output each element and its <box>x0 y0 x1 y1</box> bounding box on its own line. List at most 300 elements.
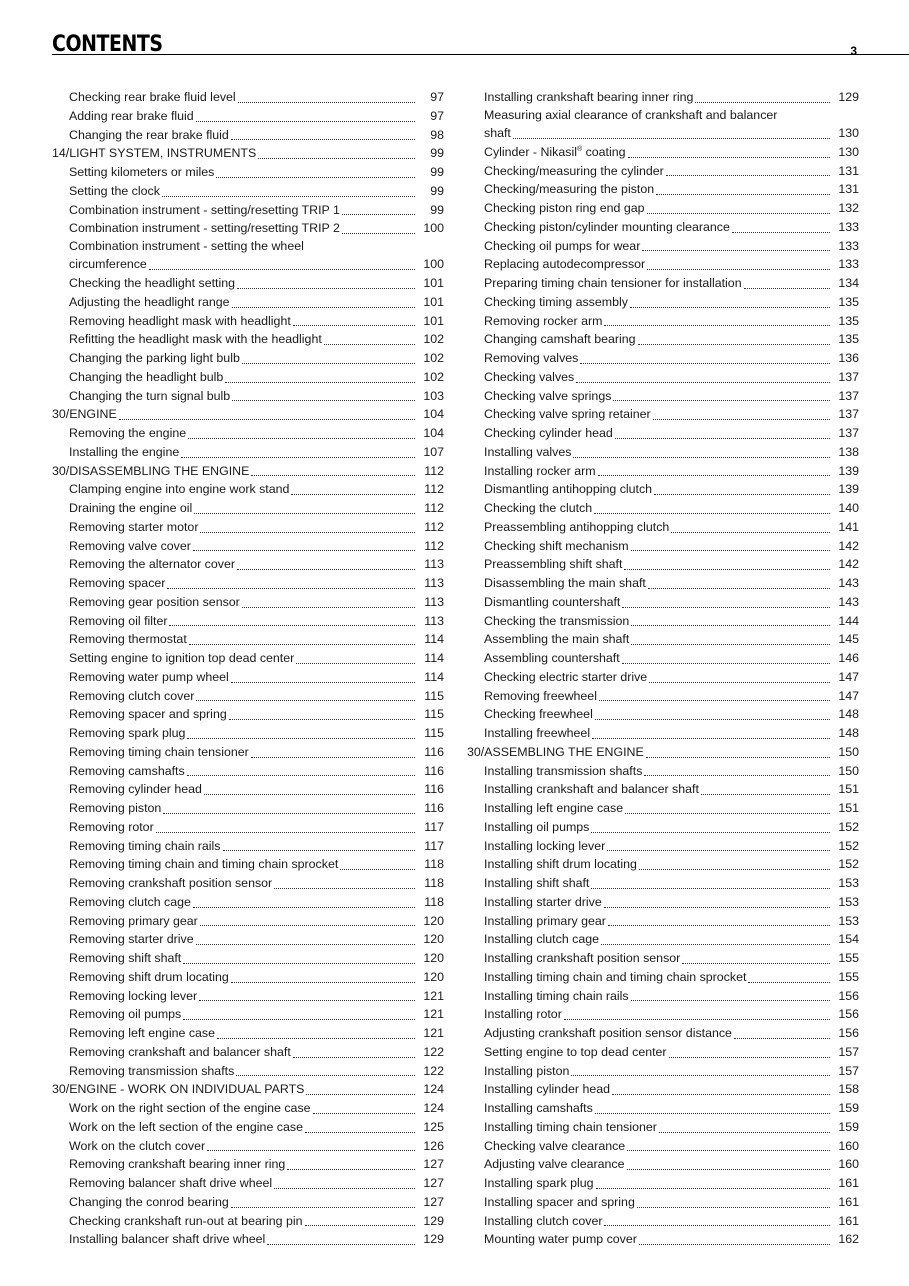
toc-entry-title <box>484 762 642 781</box>
toc-page-number: 112 <box>424 538 444 553</box>
toc-title-text: Checking valves <box>484 369 575 384</box>
toc-entry[interactable] <box>52 480 444 499</box>
toc-entry[interactable] <box>52 88 444 107</box>
dot-leader <box>580 363 830 364</box>
toc-entry[interactable] <box>467 668 859 687</box>
toc-entry-title <box>69 480 289 499</box>
toc-title-text: Removing water pump wheel <box>69 669 229 684</box>
dot-leader <box>656 194 830 195</box>
toc-entry[interactable] <box>52 163 444 182</box>
toc-page-number: 147 <box>838 669 859 684</box>
toc-title-text: Setting kilometers or miles <box>69 165 215 179</box>
toc-page-number: 132 <box>838 201 859 216</box>
toc-entry[interactable] <box>52 649 444 668</box>
toc-entry-title <box>484 1137 625 1156</box>
toc-page-number: 112 <box>424 482 444 497</box>
toc-column-left <box>52 88 444 1249</box>
toc-section-heading[interactable] <box>467 743 859 762</box>
toc-entry-title <box>69 743 249 762</box>
toc-page-number: 97 <box>430 108 444 123</box>
toc-entry-title <box>69 874 272 893</box>
toc-page-number: 157 <box>838 1044 859 1059</box>
dot-leader <box>237 288 415 289</box>
page-title: CONTENTS <box>52 32 163 57</box>
dot-leader <box>293 1057 415 1058</box>
toc-entry[interactable] <box>467 199 859 218</box>
toc-entry[interactable] <box>52 330 444 349</box>
toc-entry[interactable] <box>52 912 444 931</box>
dot-leader <box>591 832 830 833</box>
toc-entry[interactable] <box>467 518 859 537</box>
toc-title-text: Removing spacer and spring <box>69 707 227 722</box>
toc-entry[interactable] <box>467 1137 859 1156</box>
toc-section-heading[interactable] <box>52 1080 444 1099</box>
toc-entry[interactable] <box>52 612 444 631</box>
toc-page-number: 114 <box>424 669 444 684</box>
toc-entry-title <box>484 88 693 107</box>
dot-leader <box>625 813 830 814</box>
toc-page-number: 113 <box>424 594 444 609</box>
toc-entry[interactable] <box>52 1043 444 1062</box>
dot-leader <box>200 925 415 926</box>
toc-entry-title <box>484 499 592 518</box>
toc-page-number: 104 <box>423 407 444 422</box>
toc-entry[interactable] <box>52 762 444 781</box>
toc-title-text: Removing piston <box>69 801 162 816</box>
toc-entry[interactable] <box>52 537 444 556</box>
toc-page-number: 155 <box>838 969 859 984</box>
toc-entry[interactable] <box>52 1099 444 1118</box>
toc-entry[interactable] <box>52 219 444 238</box>
toc-title-text: Installing clutch cage <box>484 932 600 947</box>
toc-page-number: 125 <box>423 1119 444 1134</box>
toc-section-heading[interactable] <box>52 462 444 481</box>
toc-entry-title <box>69 1230 265 1249</box>
toc-title-text: Removing locking lever <box>69 988 198 1003</box>
dot-leader <box>274 888 415 889</box>
toc-title-text: Checking freewheel <box>484 707 593 722</box>
dot-leader <box>666 175 830 176</box>
toc-entry[interactable] <box>467 499 859 518</box>
toc-entry-title <box>484 705 593 724</box>
toc-entry[interactable] <box>467 255 859 274</box>
toc-entry[interactable] <box>467 1118 859 1137</box>
toc-section-heading[interactable] <box>52 405 444 424</box>
toc-page-number: 159 <box>838 1101 859 1116</box>
toc-page-number: 103 <box>423 388 444 403</box>
toc-title-text: Removing camshafts <box>69 763 185 778</box>
toc-page-number: 156 <box>838 1007 859 1022</box>
toc-page-number: 141 <box>838 519 859 534</box>
toc-entry[interactable] <box>467 593 859 612</box>
toc-entry[interactable] <box>467 687 859 706</box>
toc-entry[interactable] <box>52 182 444 201</box>
dot-leader <box>573 457 830 458</box>
toc-entry[interactable] <box>52 387 444 406</box>
toc-entry[interactable] <box>52 1118 444 1137</box>
toc-entry[interactable] <box>467 818 859 837</box>
toc-title-text: Checking/measuring the piston <box>484 182 655 197</box>
dot-leader <box>237 569 415 570</box>
toc-entry[interactable] <box>467 874 859 893</box>
toc-title-text: Work on the clutch cover <box>69 1138 206 1153</box>
dot-leader <box>169 625 415 626</box>
toc-entry[interactable] <box>52 837 444 856</box>
dot-leader <box>267 1244 415 1245</box>
toc-title-text: Installing freewheel <box>484 726 591 741</box>
toc-entry-title-continued: shaft <box>484 126 511 141</box>
toc-entry[interactable] <box>467 612 859 631</box>
toc-title-text: Adjusting valve clearance <box>484 1157 625 1172</box>
toc-entry-title <box>484 855 637 874</box>
toc-entry[interactable] <box>467 574 859 593</box>
toc-entry[interactable] <box>467 312 859 331</box>
toc-page-number: 161 <box>838 1176 859 1191</box>
toc-page-number: 145 <box>838 632 859 647</box>
toc-entry[interactable] <box>467 1174 859 1193</box>
toc-title-text: Removing rocker arm <box>484 313 603 328</box>
toc-title-text: 30/ENGINE <box>52 407 117 422</box>
toc-entry[interactable] <box>467 1155 859 1174</box>
toc-entry[interactable] <box>52 818 444 837</box>
toc-entry[interactable] <box>52 968 444 987</box>
toc-page-number: 102 <box>423 369 444 384</box>
toc-entry[interactable] <box>467 1212 859 1231</box>
dot-leader <box>223 850 415 851</box>
toc-entry[interactable] <box>467 1005 859 1024</box>
toc-entry[interactable] <box>467 349 859 368</box>
toc-entry[interactable] <box>52 499 444 518</box>
toc-entry-title <box>69 780 202 799</box>
toc-entry[interactable] <box>52 293 444 312</box>
toc-entry[interactable] <box>467 705 859 724</box>
toc-page-number: 139 <box>838 463 859 478</box>
toc-entry-title <box>69 574 165 593</box>
toc-entry[interactable] <box>467 1230 859 1249</box>
toc-entry[interactable] <box>467 1099 859 1118</box>
toc-entry-title <box>52 1080 304 1099</box>
toc-entry-title <box>69 1043 291 1062</box>
toc-entry-title <box>69 88 236 107</box>
toc-entry[interactable] <box>52 555 444 574</box>
toc-entry[interactable] <box>467 912 859 931</box>
toc-title-text: Checking the headlight setting <box>69 276 236 291</box>
toc-page-number: 133 <box>838 238 859 253</box>
toc-page-number: 152 <box>838 819 859 834</box>
toc-title-text: Installing timing chain and timing chain sprocket <box>484 969 747 984</box>
toc-entry[interactable] <box>52 1212 444 1231</box>
header-divider <box>52 54 909 55</box>
toc-page-number: 120 <box>423 932 444 947</box>
toc-entry[interactable] <box>467 930 859 949</box>
toc-title-text: Refitting the headlight mask with the headlight <box>69 332 322 347</box>
toc-entry-title <box>484 405 651 424</box>
toc-entry[interactable] <box>467 968 859 987</box>
dot-leader <box>196 121 415 122</box>
toc-title-text: Preparing timing chain tensioner for installation <box>484 276 742 291</box>
toc-entry[interactable] <box>467 780 859 799</box>
dot-leader <box>306 1094 415 1095</box>
toc-title-text: Removing timing chain rails <box>69 838 221 853</box>
toc-page-number: 101 <box>423 313 444 328</box>
toc-entry[interactable] <box>52 274 444 293</box>
toc-column-right <box>467 88 859 1249</box>
toc-entry[interactable] <box>467 293 859 312</box>
toc-entry[interactable] <box>467 893 859 912</box>
toc-title-text: Installing oil pumps <box>484 819 590 834</box>
toc-entry[interactable] <box>52 1230 444 1249</box>
toc-entry[interactable] <box>467 1024 859 1043</box>
toc-entry-title <box>69 724 185 743</box>
toc-entry[interactable] <box>467 537 859 556</box>
dot-leader <box>653 419 830 420</box>
toc-entry[interactable] <box>52 443 444 462</box>
toc-page-number: 140 <box>838 501 859 516</box>
dot-leader <box>682 963 830 964</box>
toc-section-heading[interactable] <box>52 144 444 163</box>
dot-leader <box>194 513 415 514</box>
toc-entry[interactable] <box>52 724 444 743</box>
toc-entry[interactable] <box>467 237 859 256</box>
dot-leader <box>631 550 830 551</box>
toc-entry-title <box>69 163 214 182</box>
toc-entry-title <box>484 1212 602 1231</box>
dot-leader <box>236 1075 415 1076</box>
toc-title-text: Disassembling the main shaft <box>484 576 646 591</box>
toc-title-text: Setting engine to top dead center <box>484 1044 667 1059</box>
dot-leader <box>701 794 830 795</box>
toc-entry[interactable] <box>467 405 859 424</box>
dot-leader <box>231 1207 415 1208</box>
toc-entry[interactable] <box>467 462 859 481</box>
toc-entry-title <box>69 855 338 874</box>
toc-entry[interactable] <box>467 88 859 107</box>
toc-entry[interactable] <box>52 1005 444 1024</box>
toc-title-text: Removing headlight mask with headlight <box>69 313 291 328</box>
toc-title-text: Changing the conrod bearing <box>69 1194 229 1209</box>
toc-entry[interactable] <box>52 630 444 649</box>
toc-title-text: Installing crankshaft bearing inner ring <box>484 90 694 104</box>
toc-entry[interactable] <box>52 799 444 818</box>
toc-entry[interactable] <box>467 424 859 443</box>
toc-page-number: 118 <box>424 894 444 909</box>
toc-entry[interactable] <box>52 855 444 874</box>
toc-entry[interactable] <box>52 1155 444 1174</box>
toc-entry[interactable] <box>467 162 859 181</box>
dot-leader <box>232 400 415 401</box>
toc-entry[interactable] <box>467 443 859 462</box>
toc-entry-title <box>69 837 221 856</box>
toc-page-number: 124 <box>423 1101 444 1116</box>
toc-entry[interactable] <box>52 574 444 593</box>
toc-page-number: 152 <box>838 857 859 872</box>
toc-title-text: Installing balancer shaft drive wheel <box>69 1232 266 1247</box>
dot-leader <box>596 1188 830 1189</box>
dot-leader <box>671 532 830 533</box>
dot-leader <box>189 644 415 645</box>
toc-entry[interactable] <box>467 1193 859 1212</box>
toc-entry-title <box>484 443 571 462</box>
toc-title-text: Combination instrument - setting/resetting TRIP 1 <box>69 202 340 217</box>
toc-entry-title <box>69 705 227 724</box>
toc-entry-title <box>69 818 154 837</box>
toc-entry[interactable] <box>467 180 859 199</box>
toc-entry[interactable] <box>52 1137 444 1156</box>
toc-title-text: Changing the headlight bulb <box>69 369 224 384</box>
toc-entry[interactable] <box>467 368 859 387</box>
toc-entry[interactable] <box>52 126 444 145</box>
toc-entry[interactable] <box>467 218 859 237</box>
dot-leader <box>251 757 415 758</box>
toc-entry[interactable] <box>467 799 859 818</box>
toc-entry[interactable] <box>52 349 444 368</box>
toc-entry[interactable] <box>52 312 444 331</box>
toc-entry[interactable] <box>52 780 444 799</box>
dot-leader <box>196 944 415 945</box>
toc-title-text: Installing shift drum locating <box>484 857 637 872</box>
toc-title-text: Adjusting the headlight range <box>69 294 230 309</box>
toc-entry[interactable] <box>467 649 859 668</box>
toc-entry[interactable] <box>467 762 859 781</box>
toc-page-number: 137 <box>838 369 859 384</box>
toc-entry[interactable] <box>52 874 444 893</box>
toc-page-number: 116 <box>424 801 444 816</box>
toc-entry[interactable] <box>467 1062 859 1081</box>
toc-entry[interactable] <box>52 368 444 387</box>
toc-entry[interactable] <box>52 687 444 706</box>
toc-entry[interactable] <box>467 480 859 499</box>
toc-entry[interactable] <box>52 1193 444 1212</box>
toc-entry[interactable] <box>467 330 859 349</box>
dot-leader <box>183 963 415 964</box>
toc-entry-title <box>69 330 322 349</box>
toc-page-number: 150 <box>838 763 859 778</box>
toc-entry-title <box>484 987 629 1006</box>
toc-entry-title <box>484 424 613 443</box>
toc-page-number: 155 <box>838 951 859 966</box>
toc-entry-continuation <box>69 255 444 274</box>
toc-entry-title <box>69 762 185 781</box>
toc-entry-title <box>69 424 186 443</box>
dot-leader <box>199 1000 415 1001</box>
dot-leader <box>591 888 830 889</box>
toc-page-number: 116 <box>424 782 444 797</box>
toc-entry[interactable] <box>52 107 444 126</box>
toc-title-text: Combination instrument - setting/resetting TRIP 2 <box>69 221 340 236</box>
toc-entry[interactable] <box>52 668 444 687</box>
toc-entry[interactable] <box>52 743 444 762</box>
toc-entry[interactable] <box>52 1024 444 1043</box>
toc-page-number: 127 <box>423 1157 444 1172</box>
toc-title-text: 30/ASSEMBLING THE ENGINE <box>467 744 644 759</box>
dot-leader <box>513 138 830 139</box>
toc-page-number: 121 <box>423 1007 444 1022</box>
toc-entry-title <box>484 255 645 274</box>
toc-entry[interactable] <box>52 930 444 949</box>
toc-page-number: 133 <box>838 219 859 234</box>
dot-leader <box>598 475 830 476</box>
toc-entry[interactable] <box>467 1080 859 1099</box>
toc-entry[interactable] <box>467 949 859 968</box>
toc-entry-title <box>484 874 589 893</box>
toc-page-number: 161 <box>838 1194 859 1209</box>
toc-page-number: 133 <box>838 257 859 272</box>
toc-entry[interactable] <box>467 724 859 743</box>
toc-entry[interactable] <box>467 855 859 874</box>
toc-title-text: Work on the right section of the engine case <box>69 1101 311 1116</box>
toc-entry[interactable] <box>467 555 859 574</box>
toc-entry-title <box>69 1099 311 1118</box>
dot-leader <box>156 832 415 833</box>
dot-leader <box>732 232 830 233</box>
dot-leader <box>644 775 830 776</box>
toc-entry[interactable] <box>467 837 859 856</box>
toc-page-number: 137 <box>838 407 859 422</box>
toc-entry[interactable] <box>467 143 859 162</box>
toc-entry[interactable] <box>52 201 444 220</box>
dot-leader <box>167 588 415 589</box>
toc-entry[interactable] <box>467 1043 859 1062</box>
toc-title-text: Removing crankshaft position sensor <box>69 876 273 891</box>
toc-entry[interactable] <box>52 518 444 537</box>
dot-leader <box>188 438 415 439</box>
toc-entry[interactable] <box>52 987 444 1006</box>
toc-entry[interactable] <box>467 630 859 649</box>
toc-entry-title <box>484 1118 657 1137</box>
toc-page-number: 117 <box>424 838 444 853</box>
dot-leader <box>200 532 415 533</box>
toc-entry-title <box>69 443 179 462</box>
toc-entry[interactable] <box>52 705 444 724</box>
toc-entry[interactable] <box>52 1174 444 1193</box>
toc-title-text: Installing primary gear <box>484 913 606 928</box>
toc-entry-title <box>484 143 626 162</box>
toc-entry[interactable] <box>52 1062 444 1081</box>
toc-entry-title <box>69 930 194 949</box>
toc-entry-title <box>69 293 230 312</box>
dot-leader <box>340 869 415 870</box>
dot-leader <box>613 400 830 401</box>
toc-page-number: 118 <box>424 876 444 891</box>
toc-title-text: Installing shift shaft <box>484 876 590 891</box>
toc-entry[interactable] <box>467 387 859 406</box>
toc-entry[interactable] <box>52 238 444 274</box>
toc-title-text: Removing timing chain tensioner <box>69 744 249 759</box>
toc-entry[interactable] <box>467 107 859 143</box>
toc-title-text: Removing balancer shaft drive wheel <box>69 1176 273 1191</box>
toc-entry-title <box>484 180 654 199</box>
toc-title-text: Installing locking lever <box>484 838 606 853</box>
toc-page-number: 135 <box>838 294 859 309</box>
toc-entry[interactable] <box>52 893 444 912</box>
dot-leader <box>608 925 830 926</box>
toc-entry[interactable] <box>52 949 444 968</box>
toc-entry[interactable] <box>467 274 859 293</box>
toc-entry-title <box>69 387 230 406</box>
toc-entry-title <box>484 518 669 537</box>
toc-entry[interactable] <box>467 987 859 1006</box>
toc-title-text: Installing camshafts <box>484 1101 593 1116</box>
toc-title-text: Removing valves <box>484 351 579 366</box>
toc-entry[interactable] <box>52 424 444 443</box>
toc-entry-title <box>484 1099 593 1118</box>
dot-leader <box>604 1225 830 1226</box>
toc-title-text: 30/DISASSEMBLING THE ENGINE <box>52 463 250 478</box>
dot-leader <box>296 663 415 664</box>
toc-title-text: Removing starter motor <box>69 519 199 534</box>
toc-entry-continuation <box>484 124 859 143</box>
toc-entry[interactable] <box>52 593 444 612</box>
